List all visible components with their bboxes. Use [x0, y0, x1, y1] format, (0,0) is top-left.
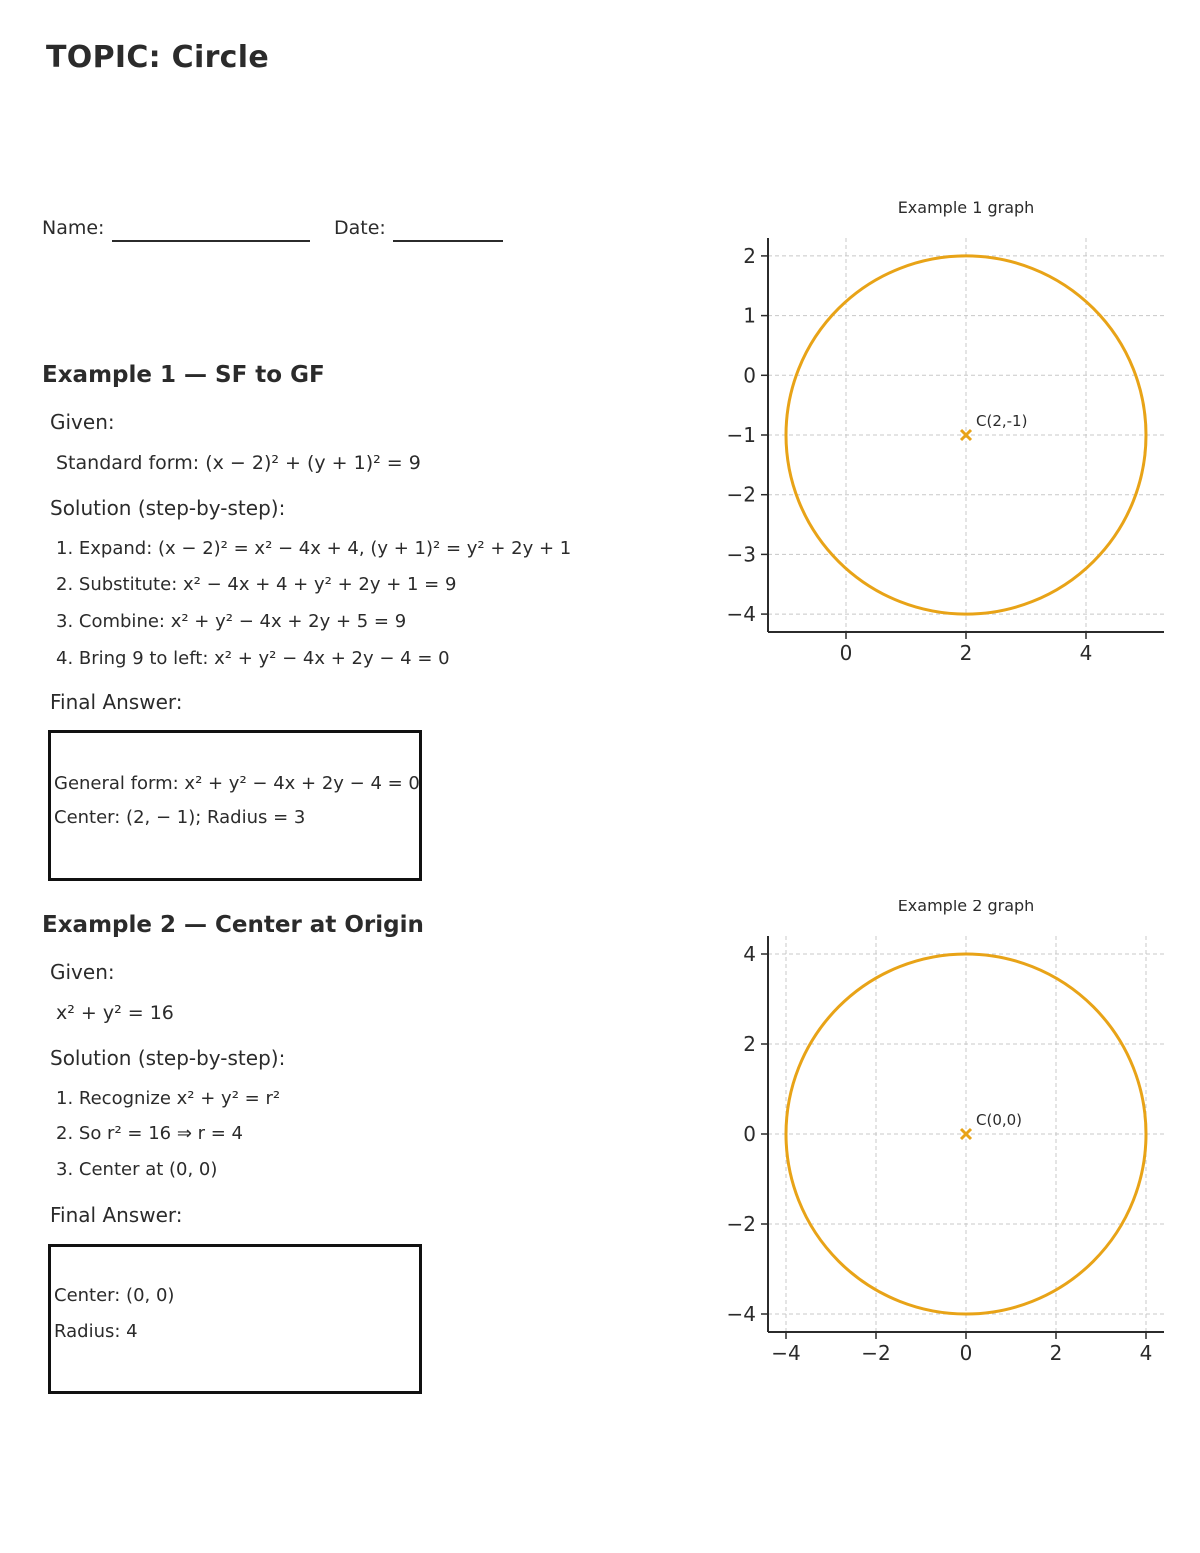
example2-step: 1. Recognize x² + y² = r²: [56, 1088, 281, 1109]
center-point-marker: [961, 430, 971, 440]
example2-step: 2. So r² = 16 ⇒ r = 4: [56, 1123, 244, 1144]
name-blank-line: [112, 240, 310, 242]
y-tick-label: −3: [726, 542, 756, 567]
example2-solution-label: Solution (step-by-step):: [50, 1046, 286, 1070]
example1-title: Example 1 — SF to GF: [42, 362, 325, 388]
example1-answer-box: [48, 730, 422, 881]
x-tick-label: −2: [861, 1341, 891, 1365]
example1-solution-label: Solution (step-by-step):: [50, 496, 286, 520]
example1-graph: [720, 200, 1180, 670]
center-point-marker: [961, 1129, 971, 1139]
example2-given-label: Given:: [50, 960, 115, 984]
x-tick-label: 2: [959, 641, 973, 665]
y-tick-label: −2: [726, 1212, 756, 1236]
example2-graph: [720, 900, 1180, 1370]
example2-title: Example 2 — Center at Origin: [42, 912, 424, 938]
y-tick-label: 0: [743, 1122, 756, 1146]
date-label: Date:: [334, 217, 386, 239]
y-tick-label: −4: [726, 602, 756, 627]
y-tick-label: −4: [726, 1302, 756, 1326]
date-blank-line: [393, 240, 503, 242]
example1-step: 4. Bring 9 to left: x² + y² − 4x + 2y − 4 = 0: [56, 648, 450, 669]
y-tick-label: 4: [743, 942, 756, 966]
center-point-label: C(0,0): [976, 1111, 1023, 1129]
y-tick-label: 2: [743, 243, 756, 268]
example1-step: 3. Combine: x² + y² − 4x + 2y + 5 = 9: [56, 611, 407, 632]
name-label: Name:: [42, 217, 105, 239]
example2-answer-box: [48, 1244, 422, 1394]
x-tick-label: 0: [839, 641, 853, 665]
y-tick-label: −2: [726, 482, 756, 507]
x-tick-label: 2: [1049, 1341, 1063, 1365]
x-tick-label: −4: [771, 1341, 801, 1365]
x-tick-label: 0: [959, 1341, 973, 1365]
y-tick-label: 1: [743, 303, 756, 328]
chart-title: Example 2 graph: [897, 900, 1035, 915]
example1-given-equation: Standard form: (x − 2)² + (y + 1)² = 9: [56, 452, 421, 474]
center-point-label: C(2,-1): [976, 412, 1028, 430]
example1-given-label: Given:: [50, 410, 115, 434]
chart-title: Example 1 graph: [897, 200, 1035, 217]
example2-step: 3. Center at (0, 0): [56, 1159, 218, 1180]
example1-final-line: Center: (2, − 1); Radius = 3: [54, 807, 306, 828]
example2-final-label: Final Answer:: [50, 1203, 183, 1227]
x-tick-label: 4: [1079, 641, 1093, 665]
example1-final-line: General form: x² + y² − 4x + 2y − 4 = 0: [54, 773, 420, 794]
y-tick-label: −1: [726, 423, 756, 447]
x-tick-label: 4: [1139, 1341, 1153, 1365]
example1-step: 1. Expand: (x − 2)² = x² − 4x + 4, (y + 1)² = y² + 2y + 1: [56, 538, 572, 559]
example2-given-equation: x² + y² = 16: [56, 1002, 174, 1024]
example2-final-line: Center: (0, 0): [54, 1285, 175, 1306]
example1-step: 2. Substitute: x² − 4x + 4 + y² + 2y + 1 = 9: [56, 574, 457, 595]
y-tick-label: 0: [743, 363, 756, 388]
example2-final-line: Radius: 4: [54, 1321, 138, 1342]
example1-final-label: Final Answer:: [50, 690, 183, 714]
page-title: TOPIC: Circle: [46, 40, 269, 75]
y-tick-label: 2: [743, 1032, 756, 1056]
